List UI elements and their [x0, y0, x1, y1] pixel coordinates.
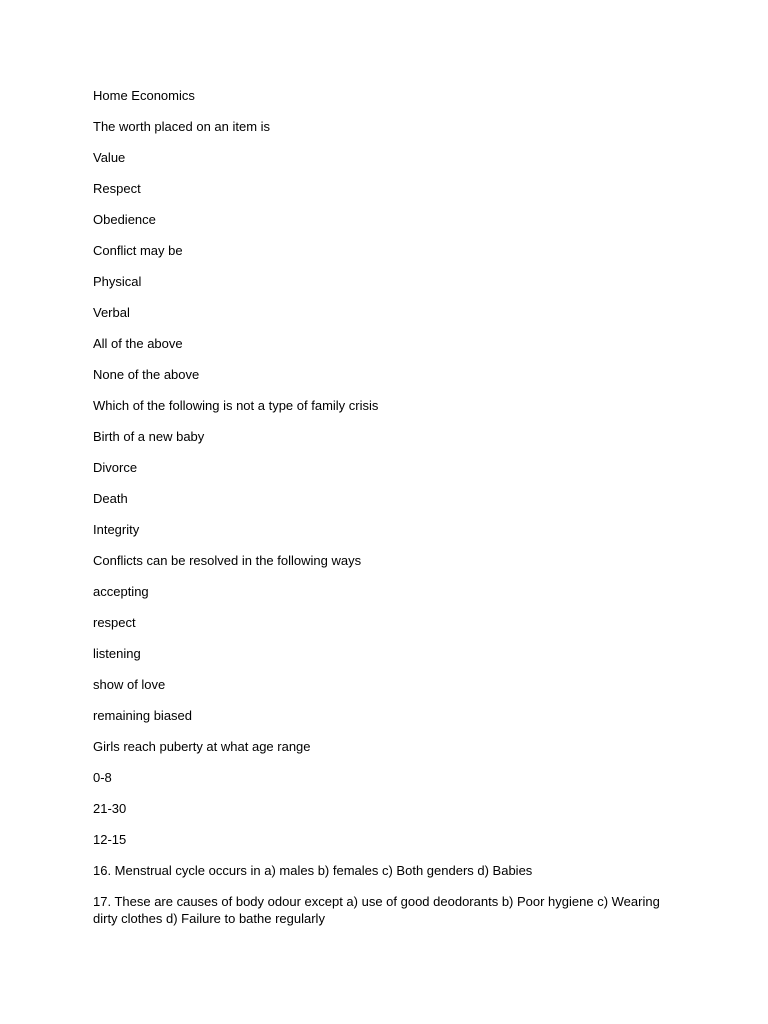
answer-option: Divorce	[93, 460, 138, 475]
question-text: Conflict may be	[93, 243, 183, 258]
question-text: 17. These are causes of body odour except a) use of good deodorants b) Poor hygiene c) Wearing dirty clothes d) Failure to bathe regularly	[93, 894, 660, 926]
answer-option: Integrity	[93, 522, 140, 537]
answer-option: remaining biased	[93, 708, 193, 723]
answer-option: None of the above	[93, 367, 200, 382]
question-text: Girls reach puberty at what age range	[93, 739, 311, 754]
answer-option: Obedience	[93, 212, 156, 227]
answer-option: 0-8	[93, 770, 112, 785]
question-text: Which of the following is not a type of family crisis	[93, 398, 379, 413]
answer-option: 21-30	[93, 801, 127, 816]
answer-option: Death	[93, 491, 128, 506]
document-body	[93, 87, 673, 941]
answer-option: 12-15	[93, 832, 127, 847]
answer-option: accepting	[93, 584, 149, 599]
answer-option: Physical	[93, 274, 142, 289]
answer-option: All of the above	[93, 336, 183, 351]
answer-option: Respect	[93, 181, 141, 196]
answer-option: Birth of a new baby	[93, 429, 205, 444]
answer-option: listening	[93, 646, 141, 661]
document-title: Home Economics	[93, 88, 195, 103]
answer-option: show of love	[93, 677, 166, 692]
question-text: Conflicts can be resolved in the following ways	[93, 553, 362, 568]
answer-option: respect	[93, 615, 136, 630]
question-text: The worth placed on an item is	[93, 119, 271, 134]
question-text: 16. Menstrual cycle occurs in a) males b) females c) Both genders d) Babies	[93, 863, 533, 878]
answer-option: Verbal	[93, 305, 130, 320]
answer-option: Value	[93, 150, 126, 165]
